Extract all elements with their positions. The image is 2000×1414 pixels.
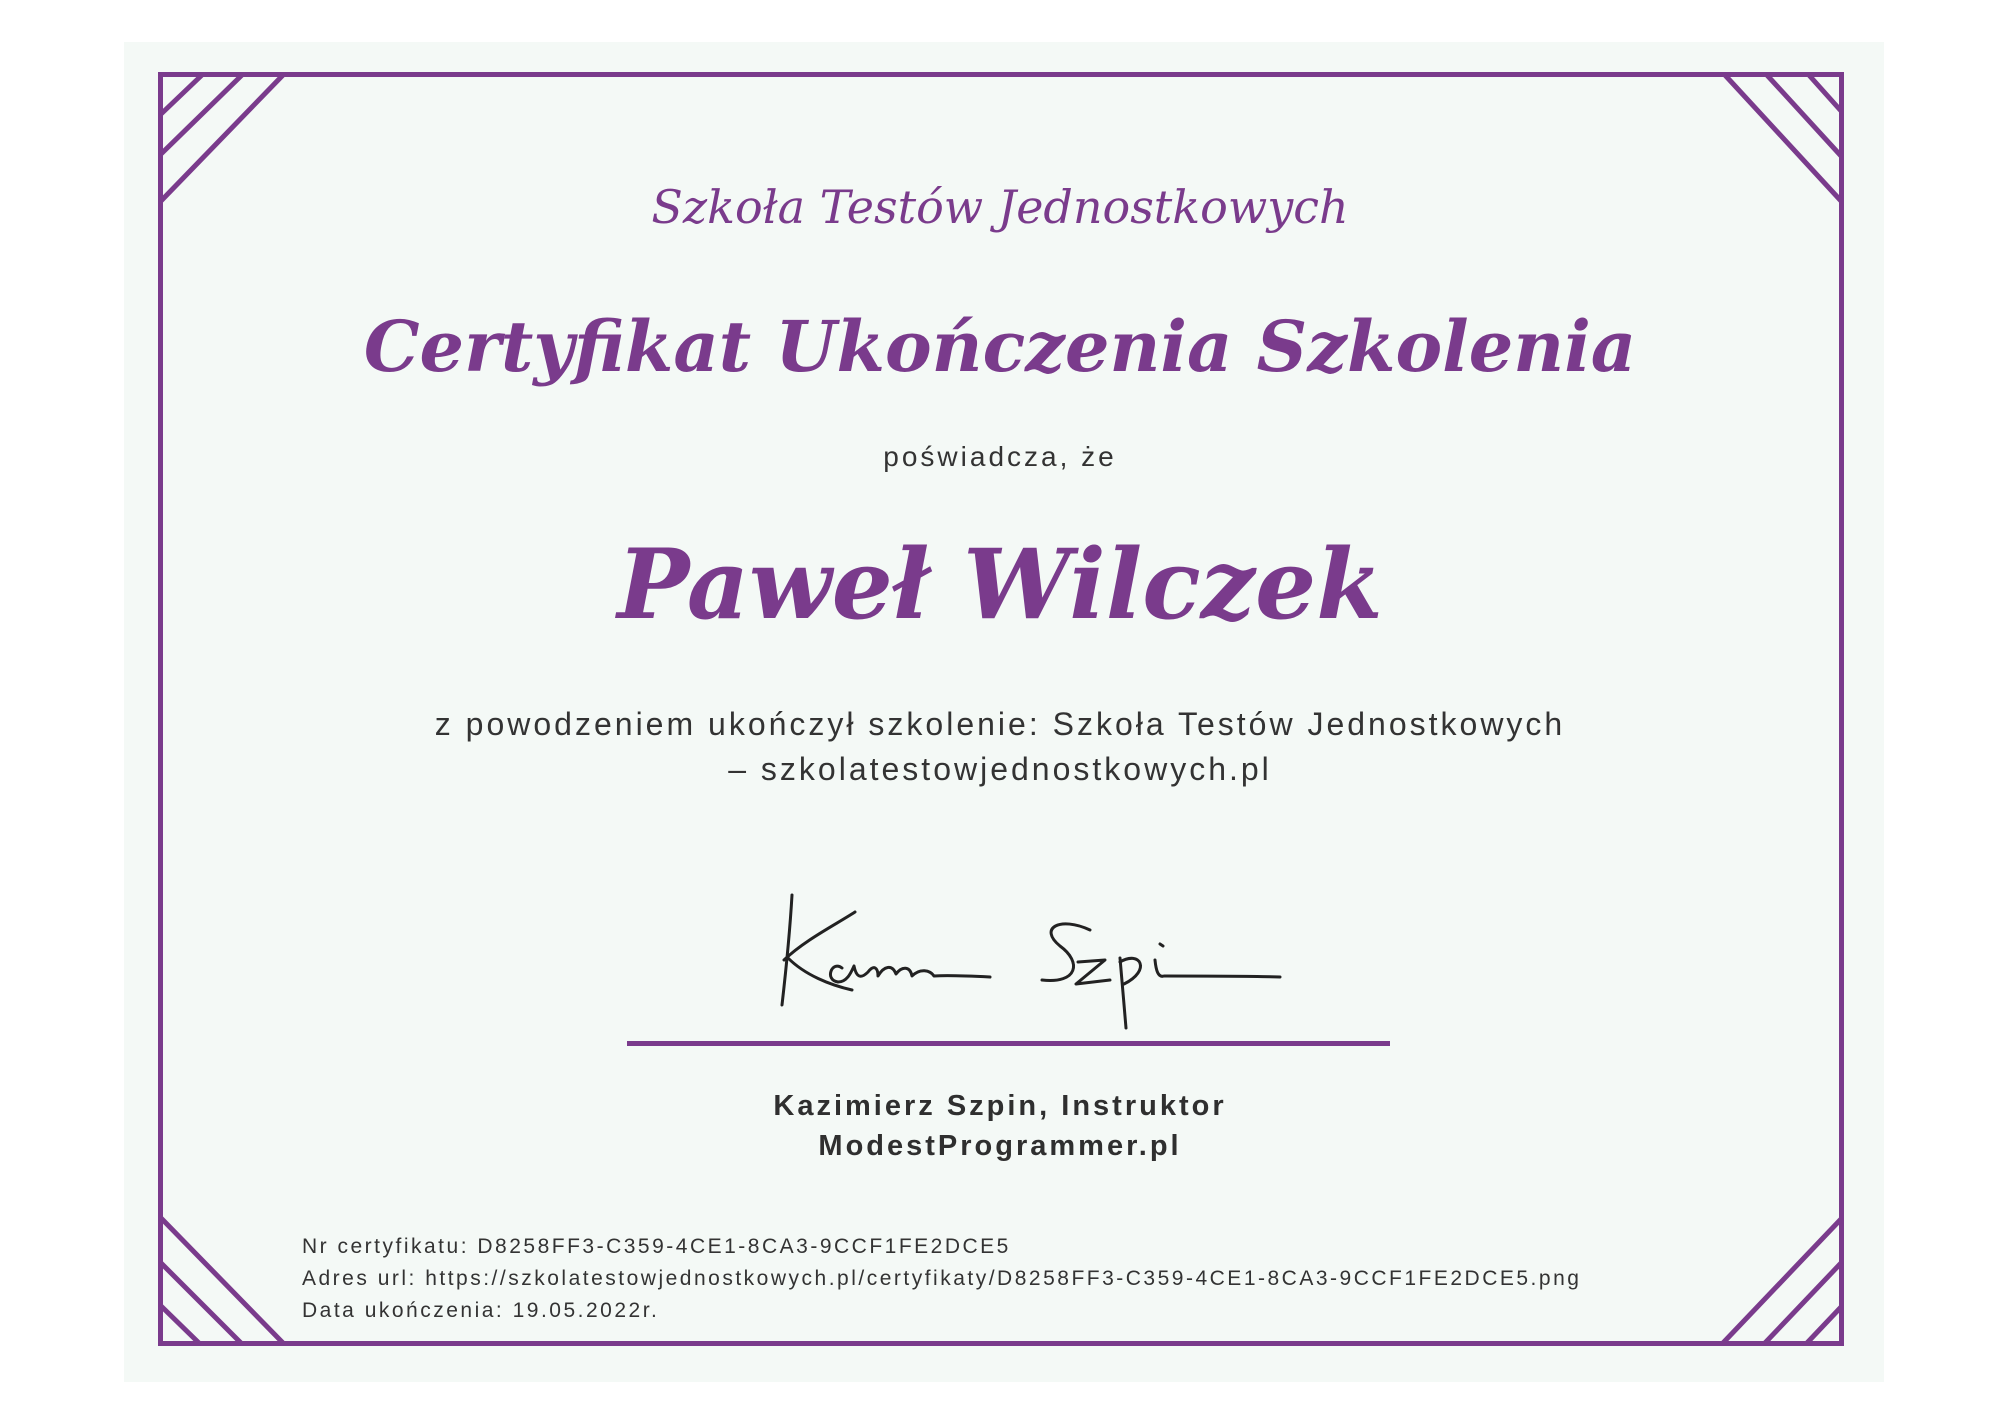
school-name: Szkoła Testów Jednostkowych [651, 180, 1349, 234]
certificate-title: Certyfikat Ukończenia Szkolenia [363, 305, 1637, 388]
course-description [0, 702, 2000, 792]
instructor-site: ModestProgrammer.pl [818, 1130, 1182, 1162]
instructor-block [0, 1086, 2000, 1166]
certificate-footer [302, 1231, 1581, 1327]
signature-line [627, 1041, 1390, 1046]
recipient-name: Paweł Wilczek [617, 528, 1383, 641]
completion-date: Data ukończenia: 19.05.2022r. [302, 1299, 660, 1322]
course-line-1: z powodzeniem ukończył szkolenie: Szkoła Testów Jednostkowych [434, 706, 1566, 742]
instructor-name: Kazimierz Szpin, Instruktor [773, 1090, 1227, 1122]
course-line-2: – szkolatestowjednostkowych.pl [728, 751, 1272, 787]
certificate-url: Adres url: https://szkolatestowjednostkowych.pl/certyfikaty/D8258FF3-C359-4CE1-8CA3-9CCF1FE2DCE5.png [302, 1267, 1582, 1290]
instructor-signature [760, 880, 1300, 1030]
certificate-number: Nr certyfikatu: D8258FF3-C359-4CE1-8CA3-9CCF1FE2DCE5 [302, 1235, 1011, 1258]
attests-text: poświadcza, że [883, 441, 1117, 472]
